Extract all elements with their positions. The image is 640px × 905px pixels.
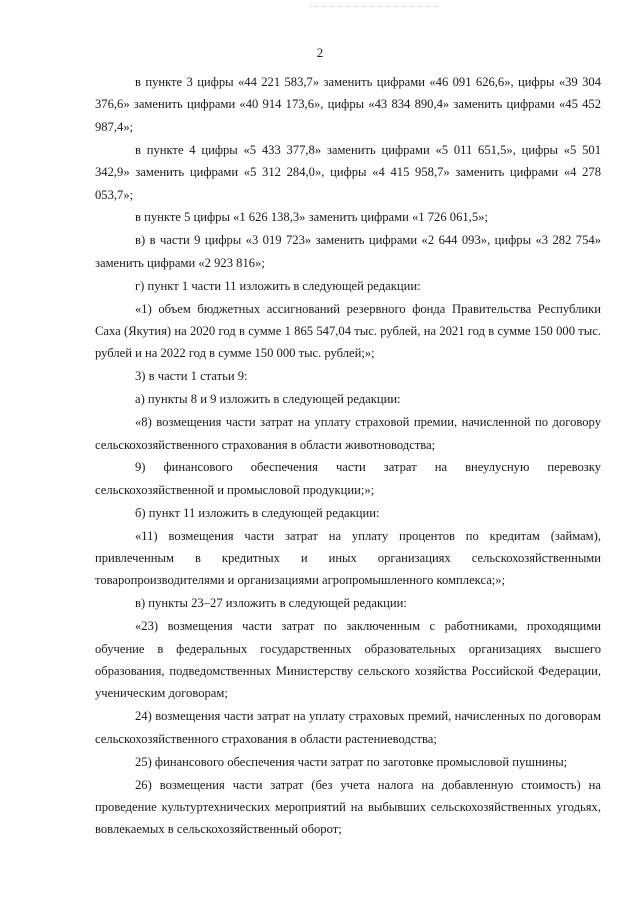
paragraph-items-23-27-intro: в) пункты 23–27 изложить в следующей редакции: xyxy=(135,596,407,611)
paragraph-item-5-amendment: в пункте 5 цифры «1 626 138,3» заменить цифрами «1 726 061,5»; xyxy=(135,210,488,225)
paragraph-item-9: 9) финансового обеспечения части затрат на внеулусную перевозку сельскохозяйственной и промысловой продукции;»; xyxy=(95,460,601,497)
paragraph-item-25: 25) финансового обеспечения части затрат по заготовке промысловой пушнины; xyxy=(135,754,568,769)
scan-artifact xyxy=(310,6,440,11)
paragraph-article-9-intro: 3) в части 1 статьи 9: xyxy=(135,369,248,384)
paragraph-item-3-amendment: в пункте 3 цифры «44 221 583,7» заменить цифрами «46 091 626,6», цифры «39 304 376,6» заменить цифрами «40 914 173,6», цифры «43 834 890,4» заменить цифрами «45 452 987,4»; xyxy=(95,75,601,134)
paragraph-item-24: 24) возмещения части затрат на уплату страховых премий, начисленных по договорам сельскохозяйственного страхования в области растениеводства; xyxy=(95,709,601,746)
paragraph-item-26: 26) возмещения части затрат (без учета налога на добавленную стоимость) на проведение культуртехнических мероприятий на выбывших сельскохозяйственных угодьях, вовлекаемых в сельскохозяйственный оборот; xyxy=(95,777,601,837)
paragraph-item-11-intro: б) пункт 11 изложить в следующей редакции: xyxy=(135,505,380,520)
paragraph-reserve-fund: «1) объем бюджетных ассигнований резервного фонда Правительства Республики Саха (Якутия) на 2020 год в сумме 1 865 547,04 тыс. рублей, на 2021 год в сумме 150 000 тыс. рублей и на 2022 год в сумме 150 000 тыс. рублей;»; xyxy=(95,301,601,361)
paragraph-item-23: «23) возмещения части затрат по заключенным с работниками, проходящими обучение в федеральных государственных образовательных организациях высшего образования, подведомственных Министерству сельского хозяйства Российской Федерации, ученическим договорам; xyxy=(95,619,601,701)
document-body xyxy=(95,71,601,841)
page-number: 2 xyxy=(316,45,324,60)
paragraph-part-11-intro: г) пункт 1 части 11 изложить в следующей редакции: xyxy=(135,278,421,293)
paragraph-items-8-9-intro: а) пункты 8 и 9 изложить в следующей редакции: xyxy=(135,392,401,407)
paragraph-item-8: «8) возмещения части затрат на уплату страховой премии, начисленной по договору сельскохозяйственного страхования в области животноводства; xyxy=(95,415,601,452)
paragraph-item-11: «11) возмещения части затрат на уплату процентов по кредитам (займам), привлеченным в кредитных и иных организациях сельскохозяйственными товаропроизводителями и организациями агропромышленного комплекса;»; xyxy=(95,528,601,588)
paragraph-part-9-amendment: в) в части 9 цифры «3 019 723» заменить цифрами «2 644 093», цифры «3 282 754» заменить цифрами «2 923 816»; xyxy=(95,233,601,270)
paragraph-item-4-amendment: в пункте 4 цифры «5 433 377,8» заменить цифрами «5 011 651,5», цифры «5 501 342,9» заменить цифрами «5 312 284,0», цифры «4 415 958,7» заменить цифрами «4 278 053,7»; xyxy=(95,142,601,202)
